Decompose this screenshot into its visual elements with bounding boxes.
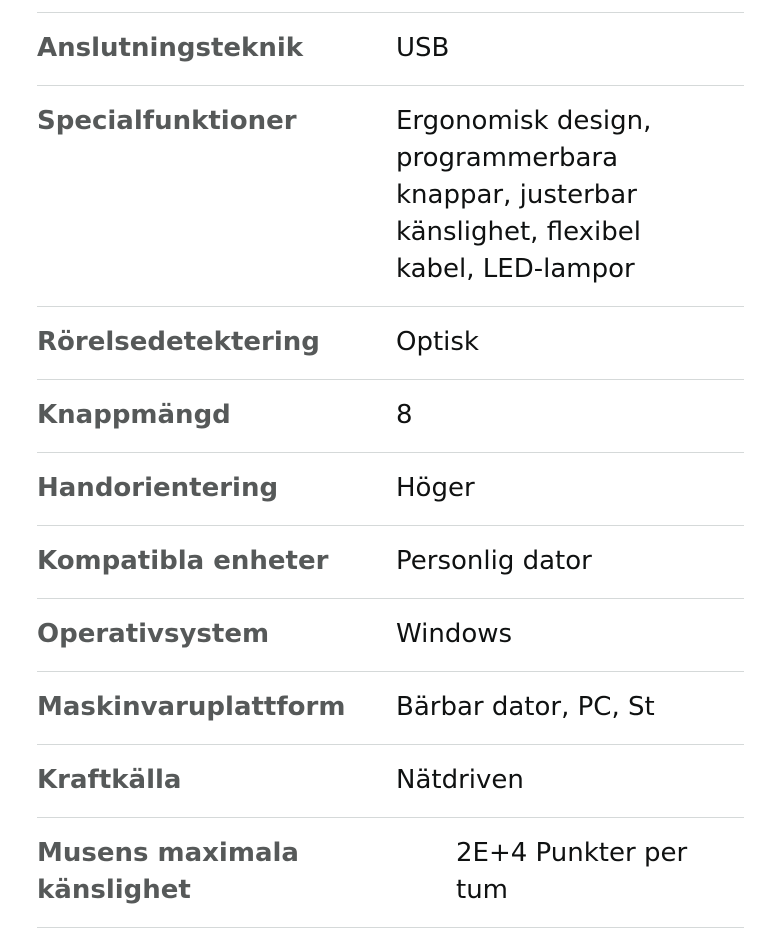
- spec-label: Rörelsedetektering: [37, 327, 320, 357]
- spec-row-compatible-devices: [37, 526, 744, 599]
- spec-row-max-sensitivity: [37, 818, 744, 928]
- spec-value: USB: [396, 33, 450, 63]
- spec-label: Operativsystem: [37, 619, 270, 649]
- spec-row-hardware-platform: [37, 672, 744, 745]
- spec-row-connection-technology: [37, 13, 744, 86]
- spec-row-operating-system: [37, 599, 744, 672]
- spec-value: 8: [396, 400, 413, 430]
- spec-label: Handorientering: [37, 473, 279, 503]
- spec-value: Personlig dator: [396, 546, 592, 576]
- spec-row-hand-orientation: [37, 453, 744, 526]
- spec-value: Windows: [396, 619, 513, 649]
- product-specifications-table: [37, 12, 744, 928]
- spec-row-power-source: [37, 745, 744, 818]
- spec-label: Knappmängd: [37, 400, 231, 430]
- spec-label: Anslutningsteknik: [37, 33, 304, 63]
- spec-label: Maskinvaruplattform: [37, 692, 346, 722]
- spec-row-button-count: [37, 380, 744, 453]
- spec-row-motion-detection: [37, 307, 744, 380]
- spec-row-special-features: [37, 86, 744, 307]
- spec-value: Bärbar dator, PC, St: [396, 692, 655, 722]
- spec-label: Kompatibla enheter: [37, 546, 329, 576]
- spec-label: Musens maximala känslighet: [37, 838, 299, 905]
- spec-value: Optisk: [396, 327, 479, 357]
- spec-value: Höger: [396, 473, 475, 503]
- spec-label: Kraftkälla: [37, 765, 182, 795]
- spec-value: Nätdriven: [396, 765, 524, 795]
- spec-value: Ergonomisk design, programmerbara knappar, justerbar känslighet, flexibel kabel, LED-lampor: [396, 106, 652, 284]
- spec-label: Specialfunktioner: [37, 106, 297, 136]
- spec-value: 2E+4 Punkter per tum: [456, 838, 688, 905]
